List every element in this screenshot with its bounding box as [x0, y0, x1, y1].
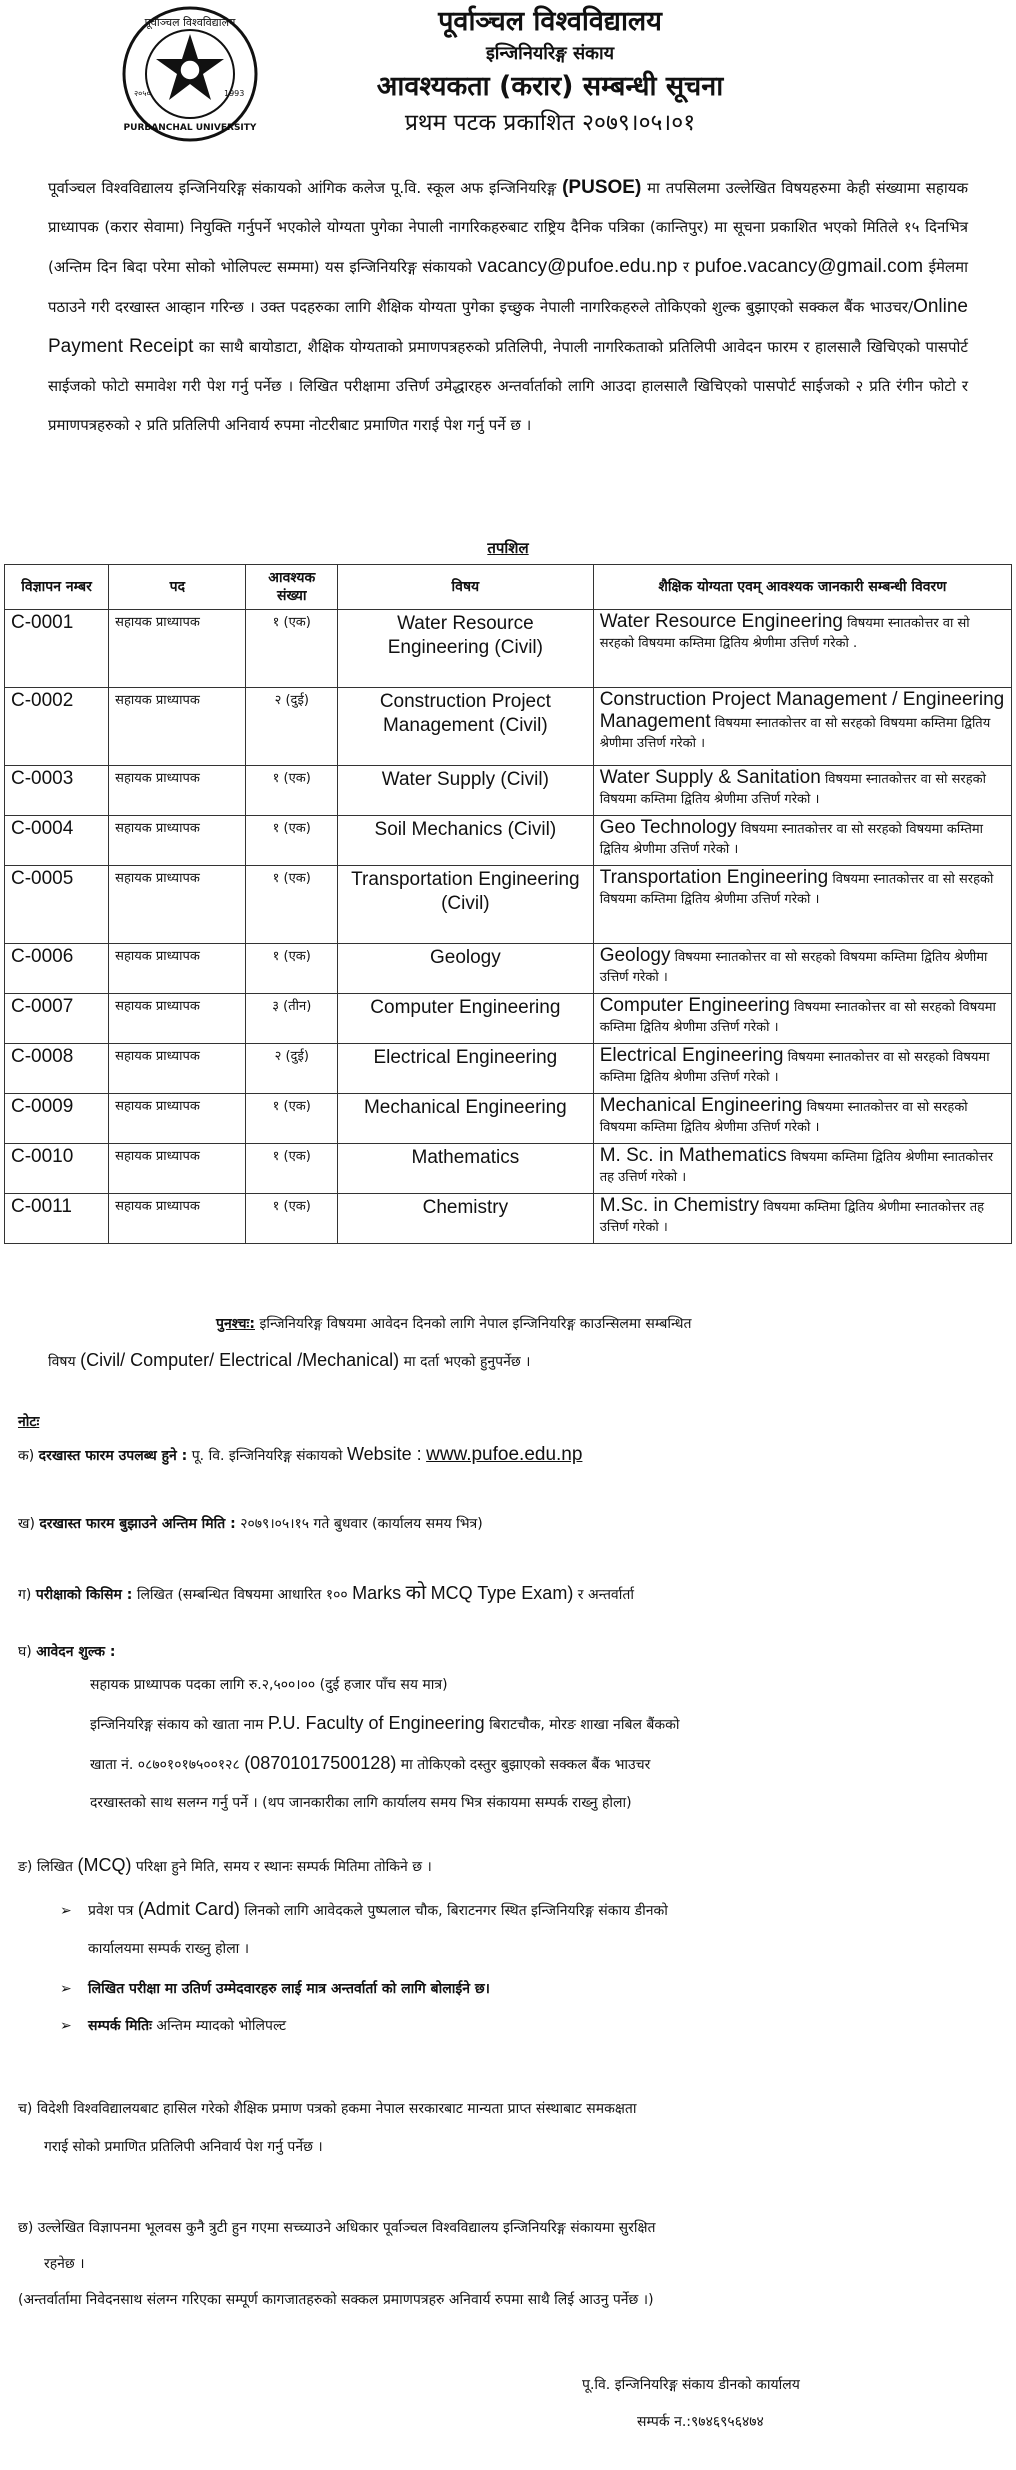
note-cha	[18, 2090, 988, 2166]
count-cell: १ (एक)	[246, 944, 338, 994]
note-cha-text-1: विदेशी विश्वविद्यालयबाट हासिल गरेको शैक्षिक प्रमाण पत्रको हकमा नेपाल सरकारबाट मान्यता प्राप्त संस्थाबाट समकक्षता	[36, 2101, 637, 2117]
qualification-subject: Geology	[599, 945, 671, 966]
intro-text-4: का साथै बायोडाटा, शैक्षिक योग्यताको प्रमाणपत्रहरुको प्रतिलिपी, नेपाली नागरिकताको प्रतिलिपी आवेदन फारम र हालसालै खिचिएको पासपोर्ट साईजको फोटो समावेश गरी पेश गर्नु पर्नेछ । लिखित परीक्षामा उत्तिर्ण उमेद्धारहरु अन्तर्वार्ताको लागि आउदा हालसालै खिचिएको पासपोर्ट साईजको २ प्रति रंगीन फोटो र प्रमाणपत्रहरुको २ प्रति प्रतिलिपी अनिवार्य रुपमा नोटरीबाट प्रमाणित गराई पेश गर्नु पर्ने छ ।	[48, 338, 968, 434]
notice-title: आवश्यकता (करार) सम्बन्धी सूचना	[376, 71, 724, 102]
qualification-cell	[593, 994, 1011, 1044]
header-ad-number: विज्ञापन नम्बर	[5, 565, 109, 610]
ad-number-cell: C-0007	[5, 994, 109, 1044]
qualification-text: विषयमा स्नातकोत्तर वा सो सरहको विषयमा कम्तिमा द्वितिय श्रेणीमा उत्तिर्ण गरेको ।	[599, 872, 994, 907]
subject-cell: Chemistry	[338, 1194, 594, 1244]
subject-cell: Water Resource Engineering (Civil)	[338, 610, 594, 688]
ad-number-cell: C-0004	[5, 816, 109, 866]
count-cell: २ (दुई)	[246, 688, 338, 766]
table-row	[5, 1094, 1012, 1144]
post-cell: सहायक प्राध्यापक	[109, 944, 246, 994]
logo-bottom-text: PURBANCHAL UNIVERSITY	[123, 123, 257, 133]
arrow-icon: ➢	[60, 2018, 72, 2034]
qualification-subject: M.Sc. in Chemistry	[599, 1195, 760, 1216]
notes-title: नोटः	[18, 1414, 40, 1430]
subject-cell: Mathematics	[338, 1144, 594, 1194]
subject-cell: Water Supply (Civil)	[338, 766, 594, 816]
intro-text-3: ईमेलमा पठाउने गरी दरखास्त आव्हान गरिन्छ । उक्त पदहरुका लागि शैक्षिक योग्यता पुगेका इच्छुक नेपाली नागरिकहरुले तोकिएको शुल्क बुझाएको सक्कल बैंक भाउचर/	[48, 258, 968, 316]
logo-right-year: 1993	[224, 89, 245, 98]
qualification-subject: Construction Project Management / Engineering Management	[599, 689, 1005, 732]
fee-line-1: सहायक प्राध्यापक पदका लागि रु.२,५००।०० (दुई हजार पाँच सय मात्र)	[90, 1677, 448, 1693]
website-link[interactable]: www.pufoe.edu.np	[426, 1444, 583, 1465]
subject-cell: Construction Project Management (Civil)	[338, 688, 594, 766]
table-row	[5, 994, 1012, 1044]
qualification-subject: M. Sc. in Mathematics	[599, 1145, 787, 1166]
bullet-1-text-c: कार्यालयमा सम्पर्क राख्नु होला ।	[88, 1941, 250, 1957]
footer-contact: सम्पर्क न.:९७४६९५६४७४	[637, 2414, 764, 2430]
note-ga	[18, 1578, 988, 1605]
qualification-text: विषयमा स्नातकोत्तर वा सो सरहको विषयमा कम्तिमा द्वितिय श्रेणीमा उत्तिर्ण गरेको ।	[599, 772, 986, 807]
post-cell: सहायक प्राध्यापक	[109, 866, 246, 944]
note-ka-text: पू. वि. इन्जिनियरिङ्ग संकायको	[191, 1448, 343, 1464]
bullet-1-text-b: लिनको लागि आवेदकले पुष्पलाल चौक, बिराटनगर स्थित इन्जिनियरिङ्ग संकाय डीनको	[244, 1903, 668, 1919]
table-row	[5, 816, 1012, 866]
subject-cell: Transportation Engineering (Civil)	[338, 866, 594, 944]
ad-number-cell: C-0008	[5, 1044, 109, 1094]
note-kha	[18, 1514, 988, 1533]
bullet-3-label: सम्पर्क मितिः	[88, 2018, 152, 2034]
ad-number-cell: C-0001	[5, 610, 109, 688]
post-cell: सहायक प्राध्यापक	[109, 1094, 246, 1144]
note-nga-mcq: (MCQ)	[77, 1855, 132, 1875]
fee-line-3	[90, 1744, 970, 1784]
subject-cell: Geology	[338, 944, 594, 994]
note-nga-text-a: लिखित	[36, 1859, 74, 1875]
qualification-subject: Electrical Engineering	[599, 1045, 784, 1066]
qualification-text: विषयमा स्नातकोत्तर वा सो सरहको विषयमा कम्तिमा द्वितिय श्रेणीमा उत्तिर्ण गरेको ।	[599, 950, 988, 985]
fee-line-2a: इन्जिनियरिङ्ग संकाय को खाता नाम	[90, 1717, 264, 1733]
bullet-1-text-a: प्रवेश पत्र	[88, 1903, 134, 1919]
post-cell: सहायक प्राध्यापक	[109, 994, 246, 1044]
note-nga-prefix: ङ)	[18, 1859, 33, 1875]
ad-number-cell: C-0003	[5, 766, 109, 816]
postscript-disciplines: (Civil/ Computer/ Electrical /Mechanical)	[80, 1350, 400, 1370]
note-kha-label: दरखास्त फारम बुझाउने अन्तिम मिति :	[39, 1516, 236, 1532]
subject-cell: Soil Mechanics (Civil)	[338, 816, 594, 866]
qualification-cell	[593, 1044, 1011, 1094]
note-gha-label: आवेदन शुल्क :	[36, 1644, 116, 1660]
count-cell: १ (एक)	[246, 866, 338, 944]
postscript	[216, 1314, 691, 1333]
account-number: (08701017500128)	[244, 1753, 397, 1773]
count-cell: ३ (तीन)	[246, 994, 338, 1044]
qualification-subject: Water Supply & Sanitation	[599, 767, 821, 788]
note-gha	[18, 1642, 988, 1661]
faculty-name: इन्जिनियरिङ्ग संकाय	[485, 43, 615, 64]
table-row	[5, 766, 1012, 816]
arrow-icon: ➢	[60, 1981, 72, 1997]
table-row	[5, 1144, 1012, 1194]
table-row	[5, 610, 1012, 688]
table-row	[5, 944, 1012, 994]
qualification-text: विषयमा कम्तिमा द्वितिय श्रेणीमा स्नातकोत्तर तह उत्तिर्ण गरेको ।	[599, 1200, 985, 1235]
intro-paragraph	[48, 168, 968, 445]
account-name: P.U. Faculty of Engineering	[267, 1713, 485, 1733]
note-gha-prefix: घ)	[18, 1644, 32, 1660]
email-vacancy[interactable]: vacancy@pufoe.edu.np	[477, 256, 678, 277]
ad-number-cell: C-0006	[5, 944, 109, 994]
postscript-line-2	[48, 1350, 530, 1371]
qualification-text: विषयमा स्नातकोत्तर वा सो सरहको विषयमा कम्तिमा द्वितिय श्रेणीमा उत्तिर्ण गरेको ।	[599, 1000, 996, 1035]
qualification-cell	[593, 816, 1011, 866]
qualification-text: विषयमा स्नातकोत्तर वा सो सरहको विषयमा कम्तिमा द्वितिय श्रेणीमा उत्तिर्ण गरेको ।	[599, 822, 984, 857]
pusoe-abbr: (PUSOE)	[562, 177, 642, 198]
note-ga-ko: को	[405, 1580, 427, 1604]
note-ga-text-1: लिखित (सम्बन्धित विषयमा आधारित १००	[136, 1587, 348, 1603]
note-ka-website-label: Website :	[346, 1444, 422, 1464]
table-row	[5, 688, 1012, 766]
qualification-cell	[593, 1094, 1011, 1144]
qualification-subject: Water Resource Engineering	[599, 611, 843, 632]
intro-conjunction: र	[682, 258, 690, 276]
qualification-cell	[593, 688, 1011, 766]
post-cell: सहायक प्राध्यापक	[109, 610, 246, 688]
subject-cell: Computer Engineering	[338, 994, 594, 1044]
note-chha-text-2: रहनेछ ।	[44, 2256, 85, 2272]
intro-text-2: मा तपसिलमा उल्लेखित विषयहरुमा केही संख्यामा सहायक प्राध्यापक (करार सेवामा) नियुक्ति गर्नुपर्ने भएकोले योग्यता पुगेका नेपाली नागरिकहरुबाट राष्ट्रिय दैनिक पत्रिका (कान्तिपुर) मा सूचना प्रकाशित भएको मितिले १५ दिनभित्र (अन्तिम दिन बिदा परेमा सोको भोलिपल्ट सम्ममा) यस इन्जिनियरिङ्ग संकायको	[48, 179, 968, 276]
final-note: (अन्तर्वार्तामा निवेदनसाथ संलग्न गरिएका सम्पूर्ण कागजातहरुको सक्कल प्रमाणपत्रहरु अनिवार्य रुपमा साथै लिई आउनु पर्नेछ ।)	[18, 2292, 654, 2308]
fee-line-2	[90, 1704, 970, 1744]
intro-text-1: पूर्वाञ्चल विश्वविद्यालय इन्जिनियरिङ्ग संकायको आंगिक कलेज पू.वि. स्कूल अफ इन्जिनियरिङ्ग	[48, 179, 557, 197]
note-cha-prefix: च)	[18, 2101, 33, 2117]
qualification-cell	[593, 866, 1011, 944]
qualification-text: विषयमा कम्तिमा द्वितिय श्रेणीमा स्नातकोत्तर तह उत्तिर्ण गरेको ।	[599, 1150, 994, 1185]
payment-receipt-text: Online Payment Receipt	[48, 296, 968, 357]
fee-line-2b: बिराटचौक, मोरङ शाखा नबिल बैंकको	[489, 1717, 680, 1733]
post-cell: सहायक प्राध्यापक	[109, 1144, 246, 1194]
count-cell: २ (दुई)	[246, 1044, 338, 1094]
published-date: प्रथम पटक प्रकाशित २०७९।०५।०१	[404, 110, 696, 136]
header-subject: विषय	[338, 565, 594, 610]
ad-number-cell: C-0005	[5, 866, 109, 944]
qualification-subject: Computer Engineering	[599, 995, 790, 1016]
bullet-contact-date	[60, 2007, 960, 2045]
note-ga-label: परीक्षाको किसिम :	[35, 1587, 133, 1603]
note-nga	[18, 1855, 988, 1876]
header-count: आवश्यक संख्या	[246, 565, 338, 610]
note-ga-prefix: ग)	[18, 1587, 32, 1603]
post-cell: सहायक प्राध्यापक	[109, 1044, 246, 1094]
bullet-2-text: लिखित परीक्षा मा उतिर्ण उम्मेदवारहरु लाई मात्र अन्तर्वार्ता को लागि बोलाईने छ।	[88, 1981, 490, 1997]
table-row	[5, 1044, 1012, 1094]
footer-office: पू.वि. इन्जिनियरिङ्ग संकाय डीनको कार्यालय	[582, 2377, 800, 2393]
ad-number-cell: C-0010	[5, 1144, 109, 1194]
fee-details	[90, 1666, 970, 1822]
count-cell: १ (एक)	[246, 1194, 338, 1244]
vacancy-table	[4, 564, 1012, 1244]
logo-top-text: पूर्वाञ्चल विश्वविद्यालय	[144, 16, 236, 29]
header-post: पद	[109, 565, 246, 610]
count-cell: १ (एक)	[246, 1094, 338, 1144]
subject-cell: Mechanical Engineering	[338, 1094, 594, 1144]
note-ka	[18, 1444, 988, 1466]
qualification-subject: Mechanical Engineering	[599, 1095, 803, 1116]
postscript-label: पुनश्चः:	[216, 1316, 255, 1332]
details-title: तपशिल	[487, 539, 529, 557]
count-cell: १ (एक)	[246, 766, 338, 816]
qualification-cell	[593, 944, 1011, 994]
ad-number-cell: C-0009	[5, 1094, 109, 1144]
postscript-text-2b: मा दर्ता भएको हुनुपर्नेछ ।	[403, 1354, 531, 1370]
note-ga-text-2: र अन्तर्वार्ता	[577, 1587, 634, 1603]
qualification-text: विषयमा स्नातकोत्तर वा सो सरहको विषयमा कम्तिमा द्वितिय श्रेणीमा उत्तिर्ण गरेको ।	[599, 1050, 990, 1085]
fee-line-3b: मा तोकिएको दस्तुर बुझाएको सक्कल बैंक भाउचर	[400, 1757, 651, 1773]
bullet-3-text: अन्तिम म्यादको भोलिपल्ट	[156, 2018, 287, 2034]
admit-card-text: (Admit Card)	[137, 1899, 240, 1919]
table-row	[5, 866, 1012, 944]
qualification-text: विषयमा स्नातकोत्तर वा सो सरहको विषयमा कम्तिमा द्वितिय श्रेणीमा उत्तिर्ण गरेको ।	[599, 1100, 968, 1135]
post-cell: सहायक प्राध्यापक	[109, 816, 246, 866]
note-kha-text: २०७९।०५।१५ गते बुधवार (कार्यालय समय भित्र)	[240, 1516, 483, 1532]
post-cell: सहायक प्राध्यापक	[109, 1194, 246, 1244]
qualification-subject: Geo Technology	[599, 817, 737, 838]
note-nga-text-b: परिक्षा हुने मिति, समय र स्थानः सम्पर्क मितिमा तोकिने छ ।	[135, 1859, 432, 1875]
note-ga-marks: Marks	[352, 1583, 402, 1603]
count-cell: १ (एक)	[246, 610, 338, 688]
qualification-cell	[593, 610, 1011, 688]
note-cha-text-2: गराई सोको प्रमाणित प्रतिलिपी अनिवार्य पेश गर्नु पर्नेछ ।	[44, 2139, 323, 2155]
arrow-icon: ➢	[60, 1903, 72, 1919]
subject-cell: Electrical Engineering	[338, 1044, 594, 1094]
note-ka-label: दरखास्त फारम उपलब्ध हुने :	[38, 1448, 188, 1464]
note-chha-prefix: छ)	[18, 2220, 34, 2236]
qualification-text: विषयमा स्नातकोत्तर वा सो सरहको विषयमा कम्तिमा द्वितिय श्रेणीमा उत्तिर्ण गरेको .	[599, 616, 970, 651]
qualification-cell	[593, 766, 1011, 816]
ad-number-cell: C-0002	[5, 688, 109, 766]
post-cell: सहायक प्राध्यापक	[109, 766, 246, 816]
table-header-row	[5, 565, 1012, 610]
table-row	[5, 1194, 1012, 1244]
note-ga-mcq: MCQ Type Exam)	[430, 1583, 574, 1603]
email-gmail[interactable]: pufoe.vacancy@gmail.com	[694, 256, 924, 277]
fee-line-4: दरखास्तको साथ सलग्न गर्नु पर्ने । (थप जानकारीका लागि कार्यालय समय भित्र संकायमा सम्पर्क राख्नु होला)	[90, 1795, 632, 1811]
qualification-text: विषयमा स्नातकोत्तर वा सो सरहको विषयमा कम्तिमा द्वितिय श्रेणीमा उत्तिर्ण गरेको ।	[599, 716, 991, 751]
logo-left-year: २०५०	[134, 89, 151, 98]
count-cell: १ (एक)	[246, 1144, 338, 1194]
qualification-cell	[593, 1144, 1011, 1194]
note-chha-text-1: उल्लेखित विज्ञापनमा भूलवस कुनै त्रुटी हुन गएमा सच्च्याउने अधिकार पूर्वाञ्चल विश्वविद्यालय इन्जिनियरिङ्ग संकायमा सुरक्षित	[37, 2220, 656, 2236]
note-chha	[18, 2210, 988, 2318]
note-ka-prefix: क)	[18, 1448, 35, 1464]
header-qualification: शैक्षिक योग्यता एवम् आवश्यक जानकारी सम्बन्धी विवरण	[593, 565, 1011, 610]
bullet-admit-card	[60, 1890, 960, 1968]
post-cell: सहायक प्राध्यापक	[109, 688, 246, 766]
note-kha-prefix: ख)	[18, 1516, 35, 1532]
notice-header	[330, 4, 770, 140]
qualification-cell	[593, 1194, 1011, 1244]
postscript-text-2a: विषय	[48, 1354, 76, 1370]
university-logo	[120, 4, 260, 144]
bullet-interview	[60, 1970, 960, 2008]
ad-number-cell: C-0011	[5, 1194, 109, 1244]
postscript-text-1: इन्जिनियरिङ्ग विषयमा आवेदन दिनको लागि नेपाल इन्जिनियरिङ्ग काउन्सिलमा सम्बन्धित	[259, 1316, 692, 1332]
count-cell: १ (एक)	[246, 816, 338, 866]
qualification-subject: Transportation Engineering	[599, 867, 829, 888]
fee-line-3a: खाता नं. ०८७०१०१७५००१२८	[90, 1757, 240, 1773]
university-name: पूर्वाञ्चल विश्वविद्यालय	[438, 6, 662, 37]
